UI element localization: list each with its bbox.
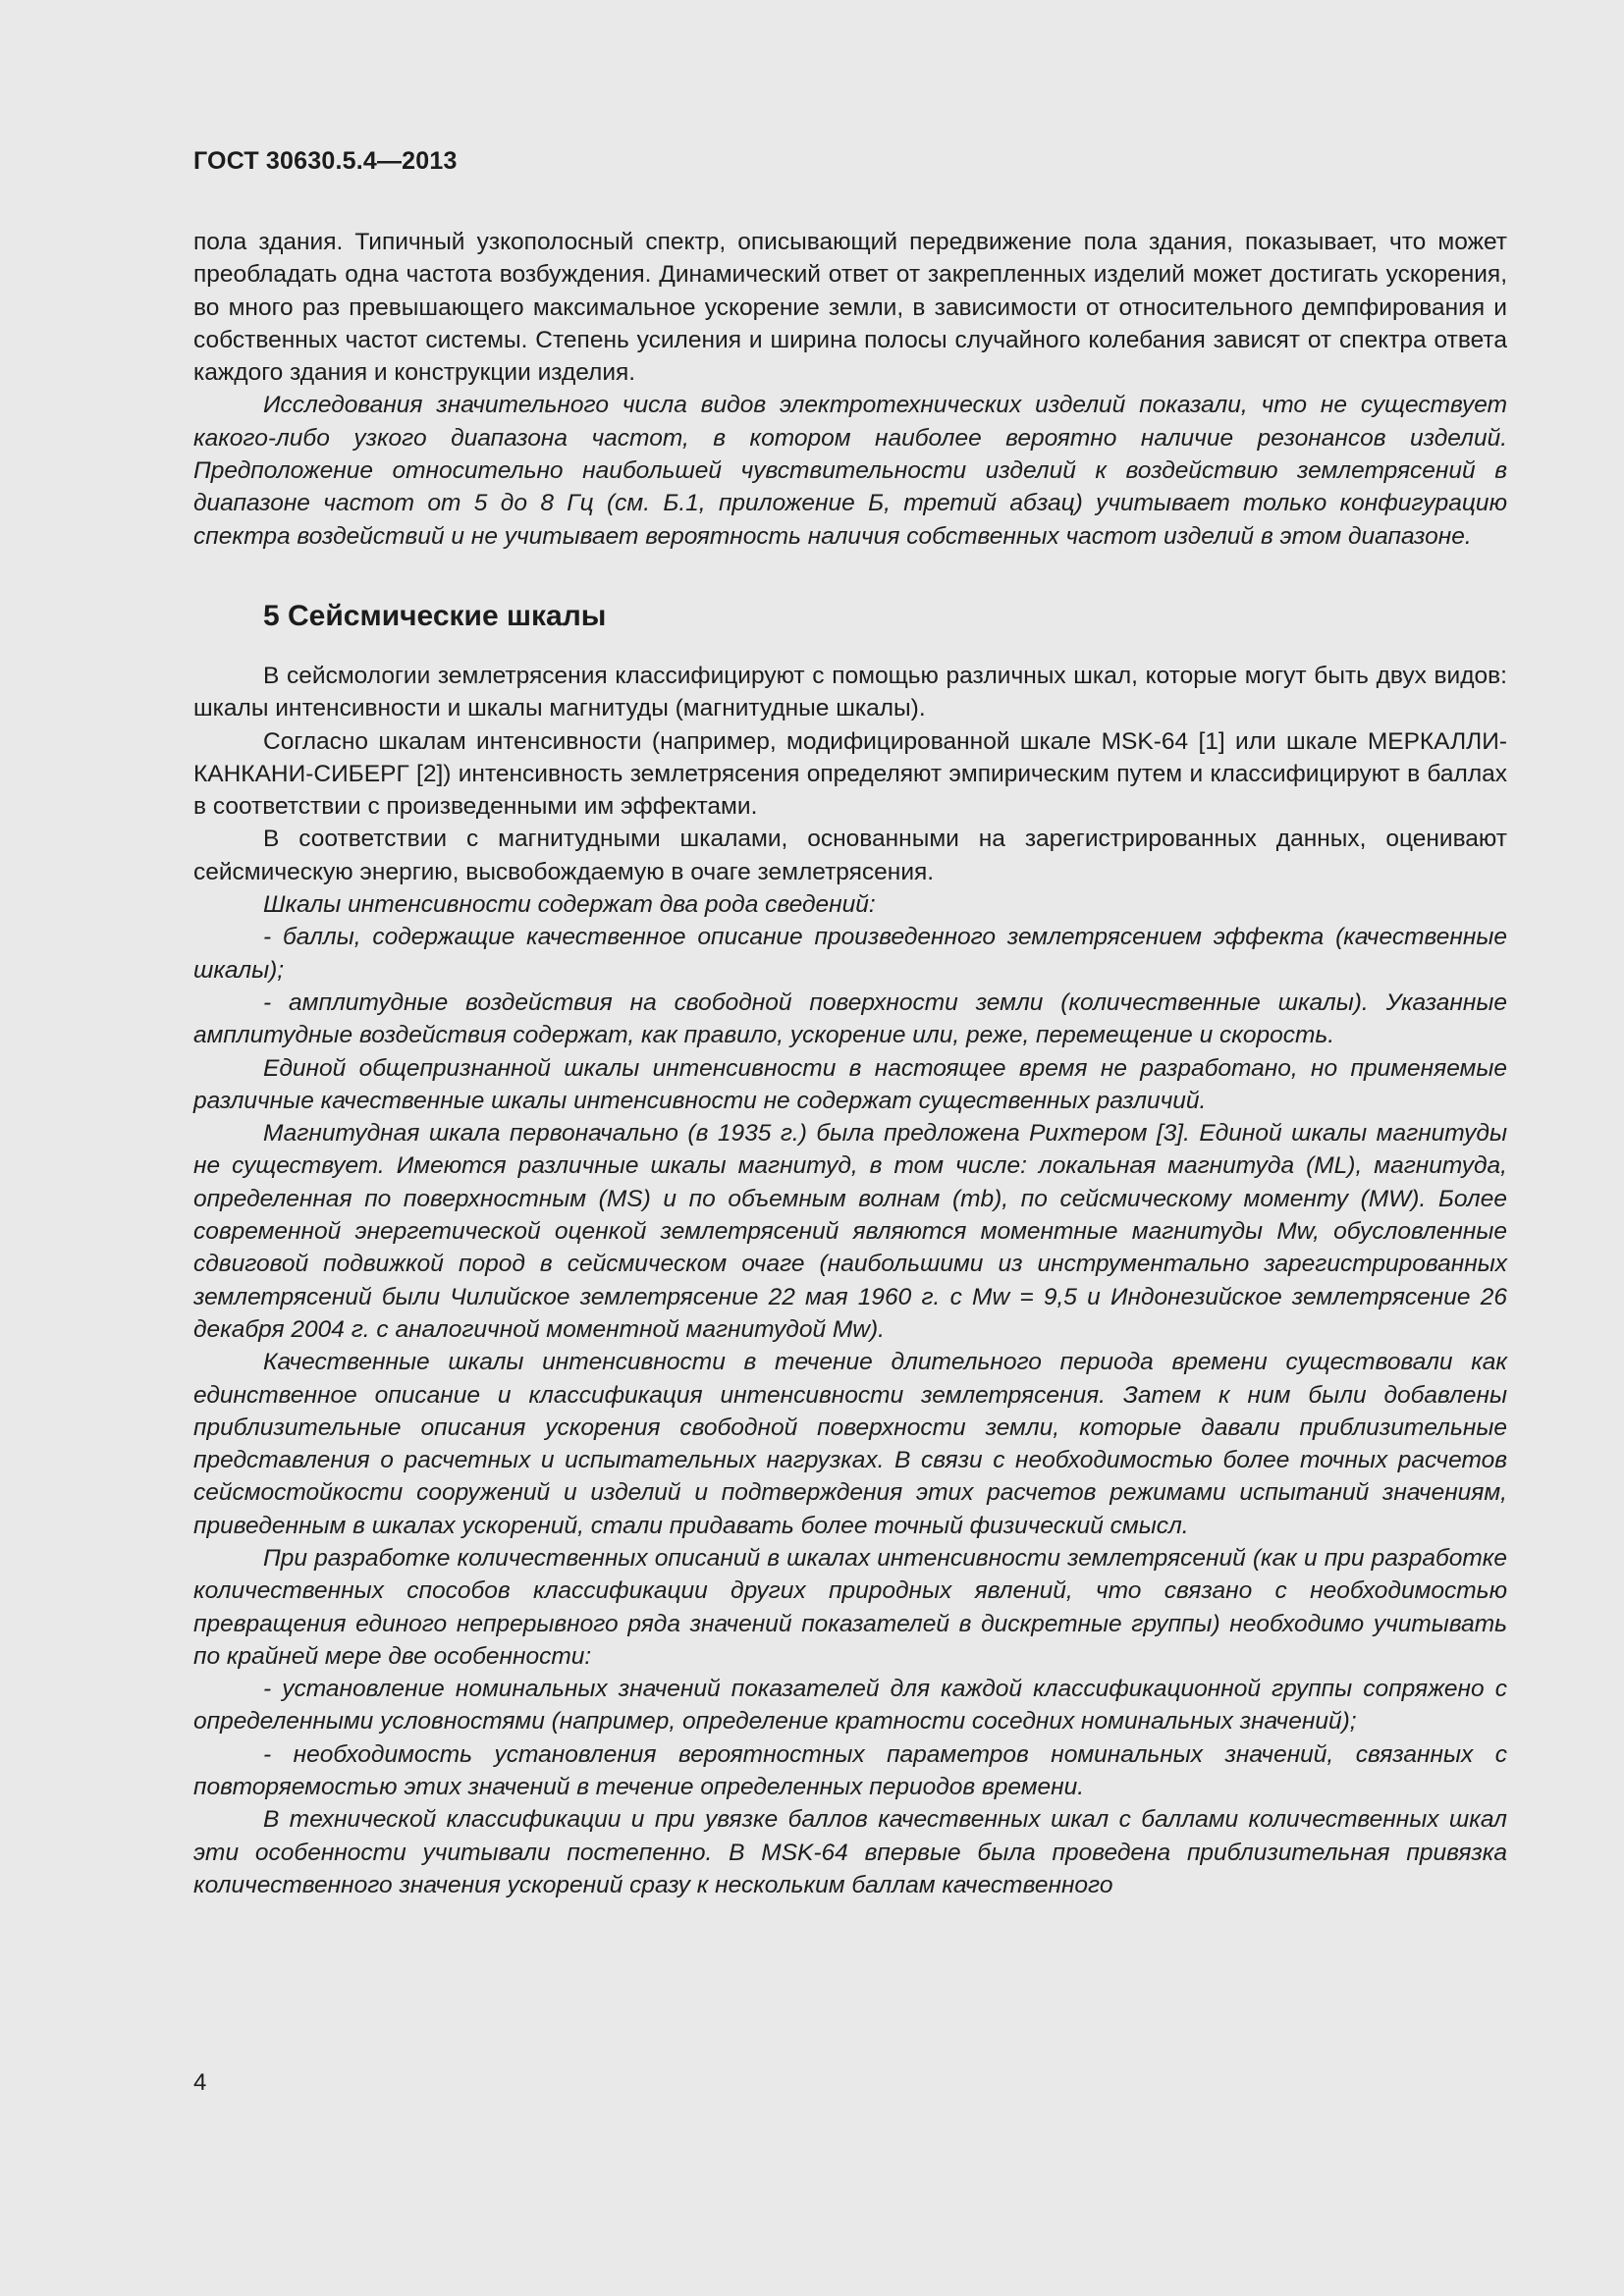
paragraph: пола здания. Типичный узкополосный спектр, описывающий передвижение пола здания, показывает, что может преобладать одна частота возбуждения. Динамический ответ от закрепленных изделий может достигать ускорения, во много раз превышающего максимальное ускорение земли, в зависимости от относительного демпфирования и собственных частот системы. Степень усиления и ширина полосы случайного колебания зависят от спектра ответа каждого здания и конструкции изделия.: [193, 229, 1507, 387]
list-item: - установление номинальных значений показателей для каждой классификационной группы сопряжено с определенными условностями (например, определение кратности соседних номинальных значений);: [193, 1676, 1507, 1735]
paragraph: В технической классификации и при увязке баллов качественных шкал с баллами количественных шкал эти особенности учитывали постепенно. В MSK-64 впервые была проведена приблизительная привязка количественного значения ускорений сразу к нескольким баллам качественного: [193, 1806, 1507, 1898]
page-number: 4: [193, 2069, 207, 2096]
paragraph: Единой общепризнанной шкалы интенсивности в настоящее время не разработано, но применяемые различные качественные шкалы интенсивности не содержат существенных различий.: [193, 1054, 1507, 1114]
paragraph: В соответствии с магнитудными шкалами, основанными на зарегистрированных данных, оценивают сейсмическую энергию, высвобождаемую в очаге землетрясения.: [193, 826, 1507, 885]
paragraph: Исследования значительного числа видов электротехнических изделий показали, что не существует какого-либо узкого диапазона частот, в котором наиболее вероятно наличие резонансов изделий. Предположение относительно наибольшей чувствительности изделий к воздействию землетрясений в диапазоне частот от 5 до 8 Гц (см. Б.1, приложение Б, третий абзац) учитывает только конфигурацию спектра воздействий и не учитывает вероятность наличия собственных частот изделий в этом диапазоне.: [193, 392, 1507, 550]
paragraph: Качественные шкалы интенсивности в течение длительного периода времени существовали как единственное описание и классификация интенсивности землетрясения. Затем к ним были добавлены приблизительные описания ускорения свободной поверхности земли, которые давали приблизительные представления о расчетных и испытательных нагрузках. В связи с необходимостью более точных расчетов сейсмостойкости сооружений и изделий и подтверждения этих расчетов режимами испытаний значениям, приведенным в шкалах ускорений, стали придавать более точный физический смысл.: [193, 1349, 1507, 1539]
paragraph: При разработке количественных описаний в шкалах интенсивности землетрясений (как и при разработке количественных способов классификации других природных явлений, что связано с необходимостью превращения единого непрерывного ряда значений показателей в дискретные группы) необходимо учитывать по крайней мере две особенности:: [193, 1544, 1507, 1670]
list-item: - баллы, содержащие качественное описание произведенного землетрясением эффекта (качественные шкалы);: [193, 924, 1507, 984]
section-title: 5 Сейсмические шкалы: [263, 599, 607, 632]
document-header: ГОСТ 30630.5.4—2013: [193, 147, 458, 175]
paragraph: В сейсмологии землетрясения классифицируют с помощью различных шкал, которые могут быть двух видов: шкалы интенсивности и шкалы магнитуды (магнитудные шкалы).: [193, 662, 1507, 722]
paragraph: Магнитудная шкала первоначально (в 1935 г.) была предложена Рихтером [3]. Единой шкалы магнитуды не существует. Имеются различные шкалы магнитуд, в том числе: локальная магнитуда (ML), магнитуда, определенная по поверхностным (MS) и по объемным волнам (mb), по сейсмическому моменту (MW). Более современной энергетической оценкой землетрясений являются моментные магнитуды Mw, обусловленные сдвиговой подвижкой пород в сейсмическом очаге (наибольшими из инструментально зарегистрированных землетрясений были Чилийское землетрясение 22 мая 1960 г. с Mw = 9,5 и Индонезийское землетрясение 26 декабря 2004 г. с аналогичной моментной магнитудой Mw).: [193, 1120, 1507, 1343]
paragraph: Шкалы интенсивности содержат два рода сведений:: [263, 891, 876, 919]
paragraph: Согласно шкалам интенсивности (например, модифицированной шкале MSK-64 [1] или шкале МЕРКАЛЛИ-КАНКАНИ-СИБЕРГ [2]) интенсивность землетрясения определяют эмпирическим путем и классифицируют в баллах в соответствии с произведенными им эффектами.: [193, 727, 1507, 821]
page-content: [193, 226, 1507, 1901]
list-item: - амплитудные воздействия на свободной поверхности земли (количественные шкалы). Указанные амплитудные воздействия содержат, как правило, ускорение или, реже, перемещение и скорость.: [193, 988, 1507, 1049]
list-item: - необходимость установления вероятностных параметров номинальных значений, связанных с повторяемостью этих значений в течение определенных периодов времени.: [193, 1740, 1507, 1801]
